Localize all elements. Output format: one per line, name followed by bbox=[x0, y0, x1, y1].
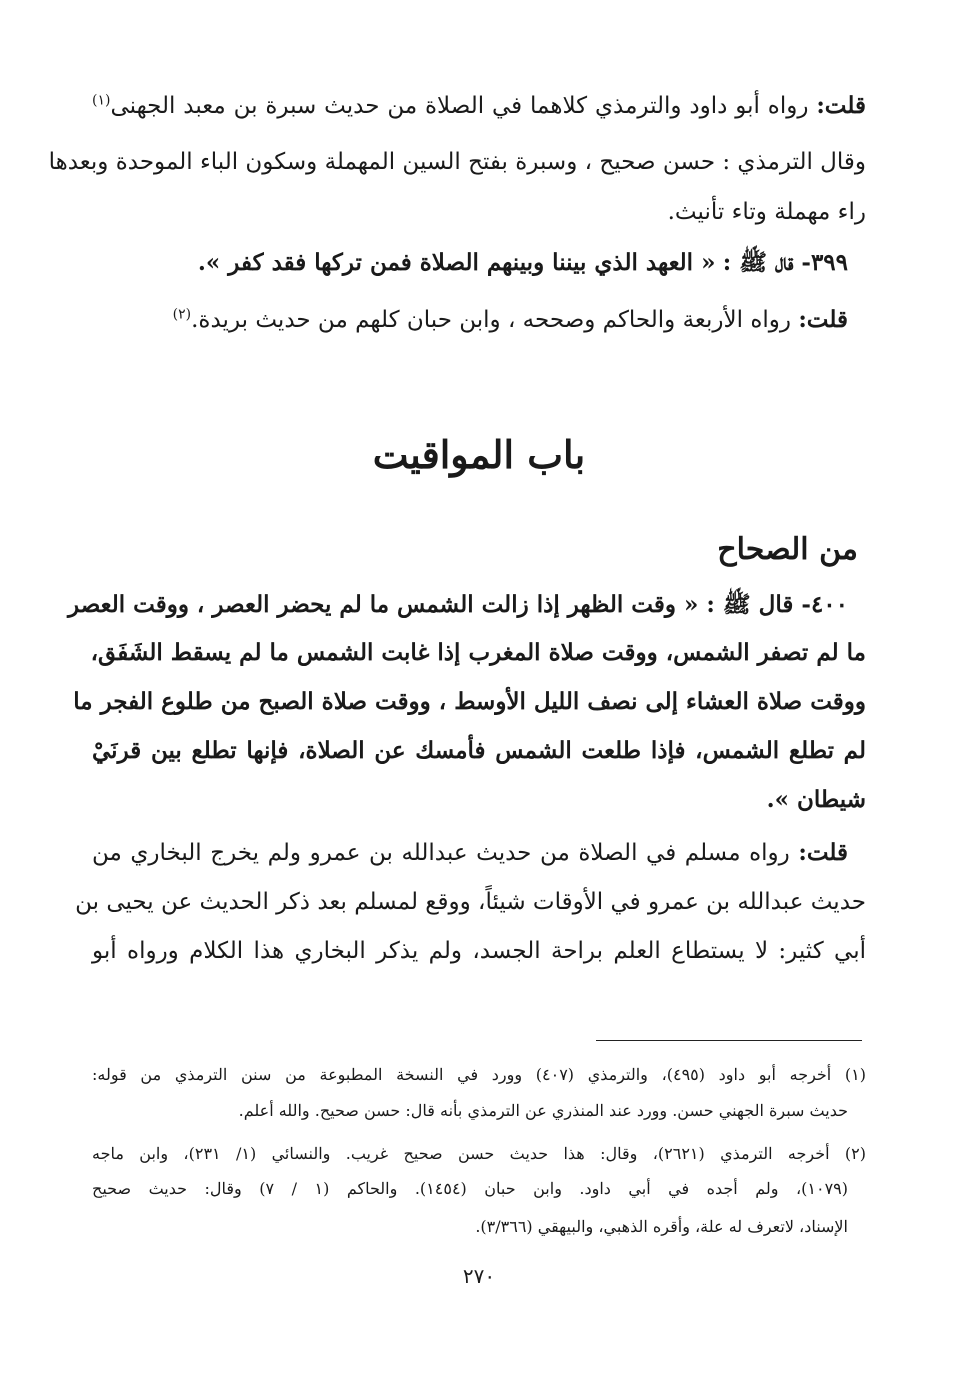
paragraph-line bbox=[92, 300, 848, 340]
paragraph-line: أبي كثير: لا يستطاع العلم براحة الجسد، ولم يذكر البخاري هذا الكلام ورواه أبو bbox=[92, 938, 866, 964]
footnote-line: حديث سبرة الجهني حسن. وورد عند المنذري عن الترمذي بأنه قال: حسن صحيح. والله أعلم. bbox=[238, 1101, 848, 1120]
qult-label: قلت: bbox=[798, 839, 849, 866]
qult-label: قلت: bbox=[816, 92, 866, 119]
chapter-title: باب المواقيت bbox=[372, 432, 586, 477]
section-title: من الصحاح bbox=[717, 532, 858, 567]
text: رواه أبو داود والترمذي كلاهما في الصلاة من حديث سبرة بن معبد الجهنى bbox=[110, 93, 809, 119]
footnote-line: الإسناد، لاتعرف له علة، وأقره الذهبي، والبيهقي (٣/٣٦٦). bbox=[475, 1217, 848, 1236]
footnote-ref: (١) bbox=[92, 92, 111, 109]
hadith-400-line: ما لم تصفر الشمس، ووقت صلاة المغرب إذا غابت الشمس ما لم يسقط الشَفَق، bbox=[90, 639, 866, 666]
hadith-400-line bbox=[68, 585, 848, 625]
footnote-divider bbox=[596, 1040, 862, 1041]
paragraph-line: راء مهملة وتاء تأنيث. bbox=[667, 199, 866, 225]
paragraph-line: وقال الترمذي : حسن صحيح ، وسبرة بفتح السين المهملة وسكون الباء الموحدة وبعدها bbox=[48, 149, 866, 175]
hadith-text: « وقت الظهر إذا زالت الشمس ما لم يحضر العصر ، ووقت العصر bbox=[68, 591, 699, 618]
paragraph-line bbox=[92, 86, 866, 126]
hadith-text: « العهد الذي بيننا وبينهم الصلاة فمن تركها فقد كفر ». bbox=[197, 249, 716, 276]
paragraph-line: حديث عبدالله بن عمرو في الأوقات شيئاً، ووقع لمسلم بعد ذكر الحديث عن يحيى بن bbox=[75, 889, 866, 915]
text: رواه الأربعة والحاكم وصححه ، وابن حبان كلهم من حديث بريدة. bbox=[191, 307, 791, 333]
hadith-400-line: لم تطلع الشمس، فإذا طلعت الشمس فأمسك عن الصلاة، فإنها تطلع بين قرنَيْ bbox=[92, 737, 866, 764]
footnote-ref: (٢) bbox=[172, 306, 192, 323]
hadith-number: ٤٠٠- قال ﷺ : bbox=[706, 591, 848, 618]
hadith-399 bbox=[92, 243, 848, 283]
text: رواه مسلم في الصلاة من حديث عبدالله بن عمرو ولم يخرج البخاري من bbox=[92, 840, 790, 866]
footnote-line: (١) أخرجه أبو داود (٤٩٥)، والترمذي (٤٠٧) وورد في النسخة المطبوعة من سنن الترمذي من قوله: bbox=[92, 1065, 867, 1084]
footnote-line: (٢) أخرجه الترمذي (٢٦٢١)، وقال: هذا حديث حسن صحيح غريب. والنسائي (١/ ٢٣١)، وابن ماجه bbox=[92, 1144, 867, 1163]
qult-label: قلت: bbox=[798, 306, 848, 333]
hadith-number: ٣٩٩- قال ﷺ : bbox=[722, 249, 848, 276]
hadith-400-line: ووقت صلاة العشاء إلى نصف الليل الأوسط ، ووقت صلاة الصبح من طلوع الفجر ما bbox=[73, 688, 866, 715]
hadith-400-line: شيطان ». bbox=[766, 786, 866, 813]
footnote-line: (١٠٧٩)، ولم أجده في أبي داود. وابن حبان (١٤٥٤). والحاكم (١ / ٧) وقال: حديث صحيح bbox=[92, 1179, 849, 1198]
page-number: ٢٧٠ bbox=[462, 1264, 496, 1288]
paragraph-line bbox=[92, 833, 848, 873]
